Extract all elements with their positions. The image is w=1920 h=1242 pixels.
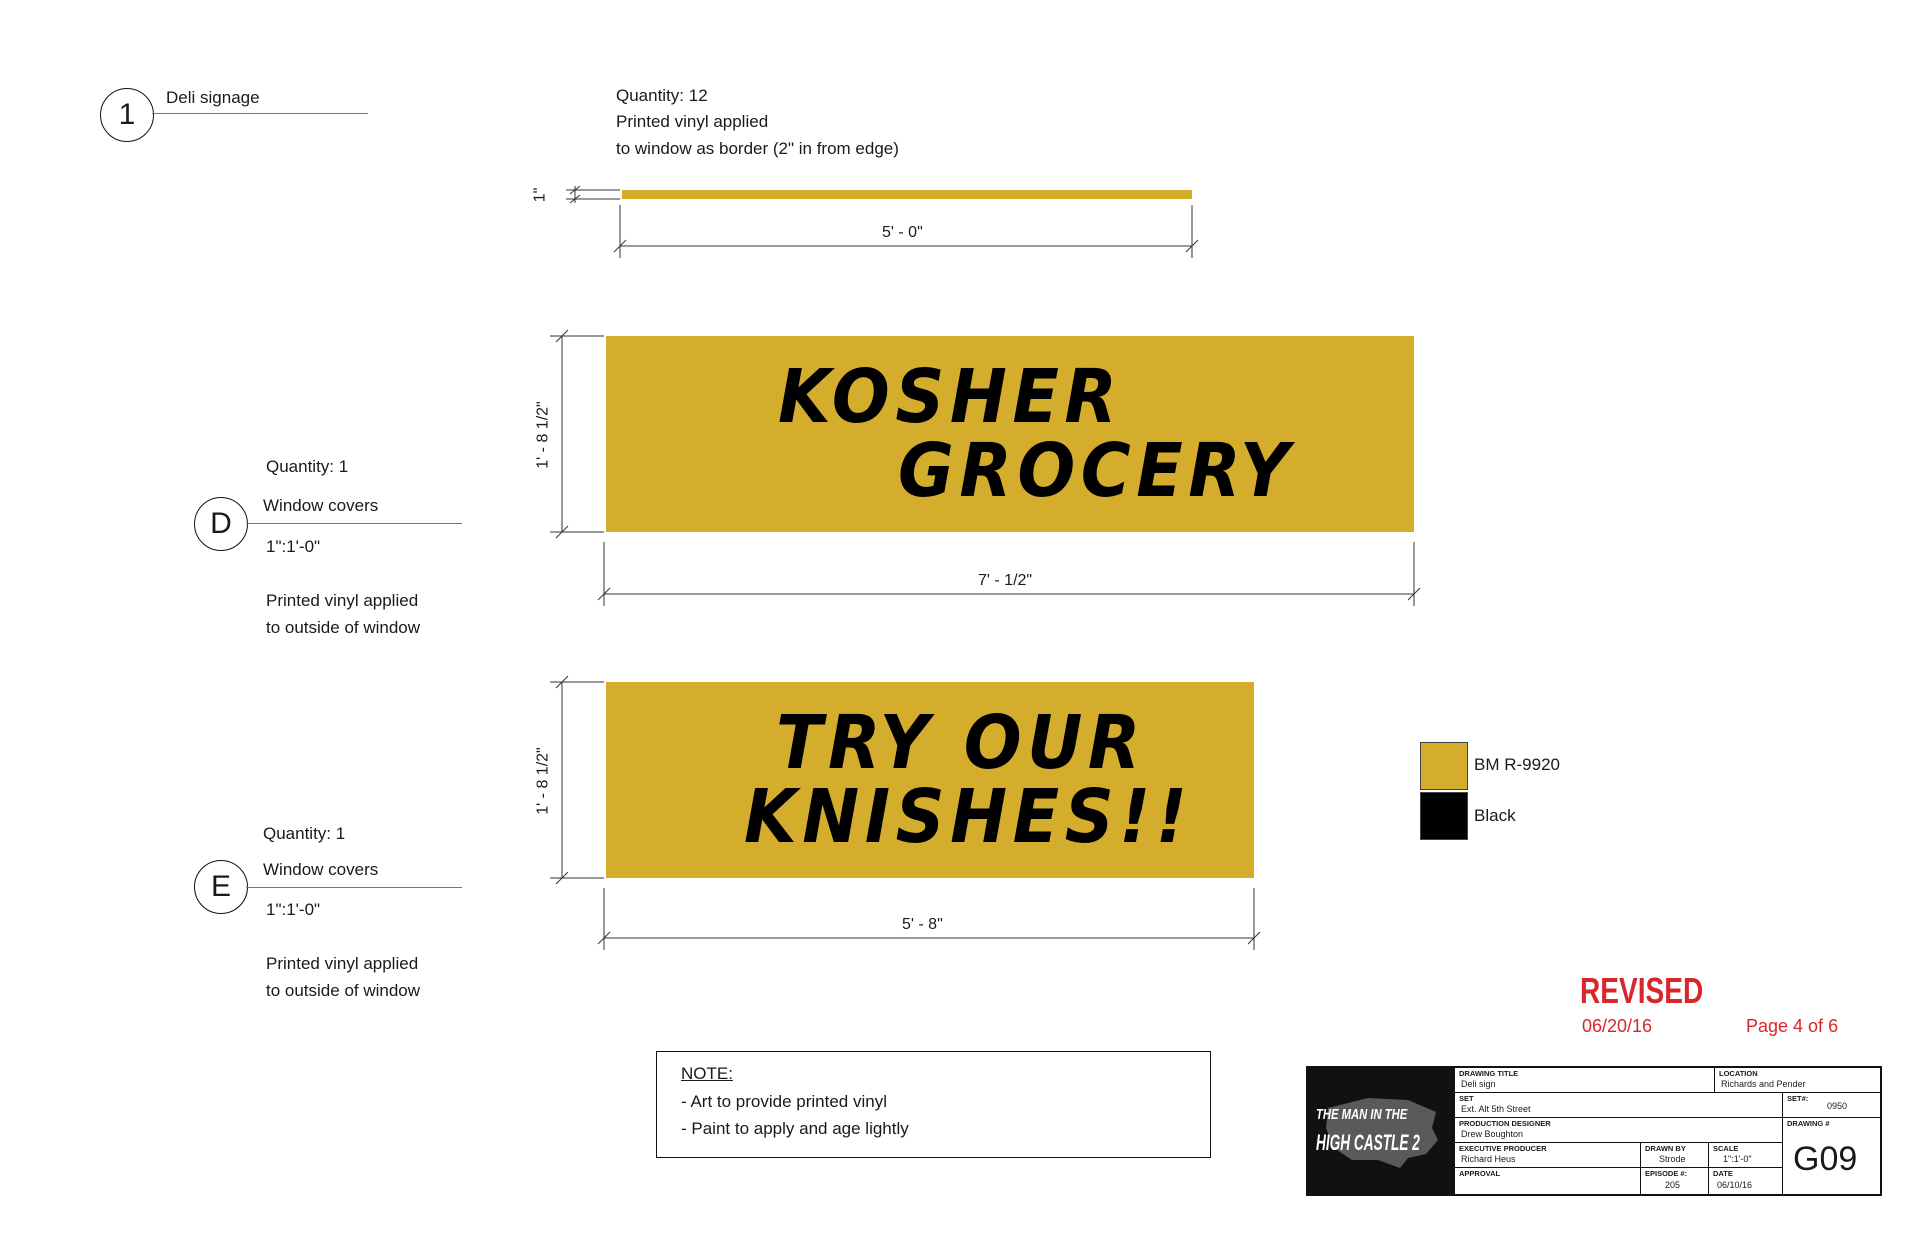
tb-executive-producer-label: EXECUTIVE PRODUCER xyxy=(1459,1144,1547,1153)
sign-e-note-2: to outside of window xyxy=(266,981,421,1000)
sign-e-try-our-knishes xyxy=(606,682,1254,878)
sign-d-kosher-grocery xyxy=(606,336,1414,532)
tb-production-designer xyxy=(1454,1118,1782,1143)
note-line-2: - Paint to apply and age lightly xyxy=(681,1119,909,1138)
tb-scale xyxy=(1708,1143,1782,1168)
tb-drawing-title-value: Deli sign xyxy=(1461,1079,1496,1089)
sign-e-letter: E xyxy=(210,870,231,903)
tb-approval xyxy=(1454,1168,1640,1194)
tb-approval-label: APPROVAL xyxy=(1459,1169,1501,1178)
title-block xyxy=(1306,1066,1882,1196)
tb-location xyxy=(1714,1068,1880,1093)
tb-executive-producer xyxy=(1454,1143,1640,1168)
section-number: 1 xyxy=(118,98,136,131)
tb-date-value: 06/10/16 xyxy=(1717,1180,1753,1190)
tb-drawn-by xyxy=(1640,1143,1708,1168)
sign-e-text-line-1: TRY OUR xyxy=(776,700,1146,786)
border-strip-height-dim: 1" xyxy=(531,187,549,203)
sign-d-note-2: to outside of window xyxy=(266,618,421,637)
sign-e-name: Window covers xyxy=(263,860,379,879)
border-strip-desc-1: Printed vinyl applied xyxy=(616,112,769,131)
tb-drawing-title xyxy=(1454,1068,1714,1093)
legend-label-black: Black xyxy=(1474,806,1516,825)
sign-d-text-line-2: GROCERY xyxy=(898,428,1295,514)
tb-set-label: SET xyxy=(1459,1094,1474,1103)
tb-scale-label: SCALE xyxy=(1713,1144,1739,1153)
tb-set-number-value: 0950 xyxy=(1827,1101,1848,1111)
tb-drawing-number-label: DRAWING # xyxy=(1787,1119,1830,1128)
tb-location-value: Richards and Pender xyxy=(1721,1079,1806,1089)
tb-episode-label: EPISODE #: xyxy=(1645,1169,1688,1178)
tb-production-designer-label: PRODUCTION DESIGNER xyxy=(1459,1119,1551,1128)
sign-e-underline xyxy=(246,887,462,888)
sign-d-underline xyxy=(246,523,462,524)
sign-e-letter-circle xyxy=(194,860,248,914)
sign-d-name: Window covers xyxy=(263,496,379,515)
revision-date: 06/20/16 xyxy=(1582,1016,1653,1036)
tb-executive-producer-value: Richard Heus xyxy=(1461,1154,1516,1164)
logo-line-1: THE MAN IN THE xyxy=(1316,1106,1408,1123)
logo-line-2: HIGH CASTLE 2 xyxy=(1316,1130,1420,1155)
tb-drawn-by-value: Strode xyxy=(1659,1154,1686,1164)
tb-set-value: Ext. Alt 5th Street xyxy=(1461,1104,1531,1114)
tb-drawing-number-value: G09 xyxy=(1793,1140,1858,1178)
tb-set xyxy=(1454,1093,1782,1118)
section-title: Deli signage xyxy=(166,88,260,107)
sign-e-scale: 1":1'-0" xyxy=(266,900,321,919)
sign-d-width-dim: 7' - 1/2" xyxy=(978,572,1033,589)
tb-date xyxy=(1708,1168,1782,1194)
tb-episode xyxy=(1640,1168,1708,1194)
border-strip-quantity: Quantity: 12 xyxy=(616,86,708,105)
sign-d-scale: 1":1'-0" xyxy=(266,537,321,556)
border-strip-graphic xyxy=(622,190,1192,199)
section-number-circle xyxy=(100,88,154,142)
border-strip-desc-2: to window as border (2" in from edge) xyxy=(616,139,899,158)
tb-location-label: LOCATION xyxy=(1719,1069,1758,1078)
tb-date-label: DATE xyxy=(1713,1169,1733,1178)
border-strip-width-dim: 5' - 0" xyxy=(882,224,923,241)
show-logo xyxy=(1308,1068,1454,1194)
tb-scale-value: 1":1'-0" xyxy=(1723,1154,1752,1164)
tb-drawn-by-label: DRAWN BY xyxy=(1645,1144,1686,1153)
sign-e-quantity: Quantity: 1 xyxy=(263,824,346,843)
legend-swatch-black xyxy=(1420,792,1468,840)
sign-e-text-line-2: KNISHES!! xyxy=(744,774,1193,860)
sign-d-letter-circle xyxy=(194,497,248,551)
note-heading: NOTE: xyxy=(681,1064,733,1083)
sign-d-quantity: Quantity: 1 xyxy=(266,457,349,476)
sign-e-height-dim: 1' - 8 1/2" xyxy=(534,747,552,815)
legend-label-gold: BM R-9920 xyxy=(1474,755,1560,774)
legend-swatch-gold xyxy=(1420,742,1468,790)
sign-d-letter: D xyxy=(210,507,232,540)
tb-episode-value: 205 xyxy=(1665,1180,1681,1190)
tb-drawing-title-label: DRAWING TITLE xyxy=(1459,1069,1519,1078)
section-underline xyxy=(152,113,368,114)
sign-d-text-line-1: KOSHER xyxy=(778,354,1123,440)
tb-set-number xyxy=(1782,1093,1880,1118)
tb-drawing-number xyxy=(1782,1118,1880,1194)
note-box xyxy=(656,1051,1211,1158)
tb-set-number-label: SET#: xyxy=(1787,1094,1809,1103)
tb-production-designer-value: Drew Boughton xyxy=(1461,1129,1524,1139)
sign-e-width-dim: 5' - 8" xyxy=(902,916,943,933)
sign-d-note-1: Printed vinyl applied xyxy=(266,591,419,610)
revised-stamp: REVISED xyxy=(1580,970,1704,1011)
revision-page: Page 4 of 6 xyxy=(1746,1016,1839,1036)
sign-d-height-dim: 1' - 8 1/2" xyxy=(534,401,552,469)
sign-e-note-1: Printed vinyl applied xyxy=(266,954,419,973)
note-line-1: - Art to provide printed vinyl xyxy=(681,1092,887,1111)
